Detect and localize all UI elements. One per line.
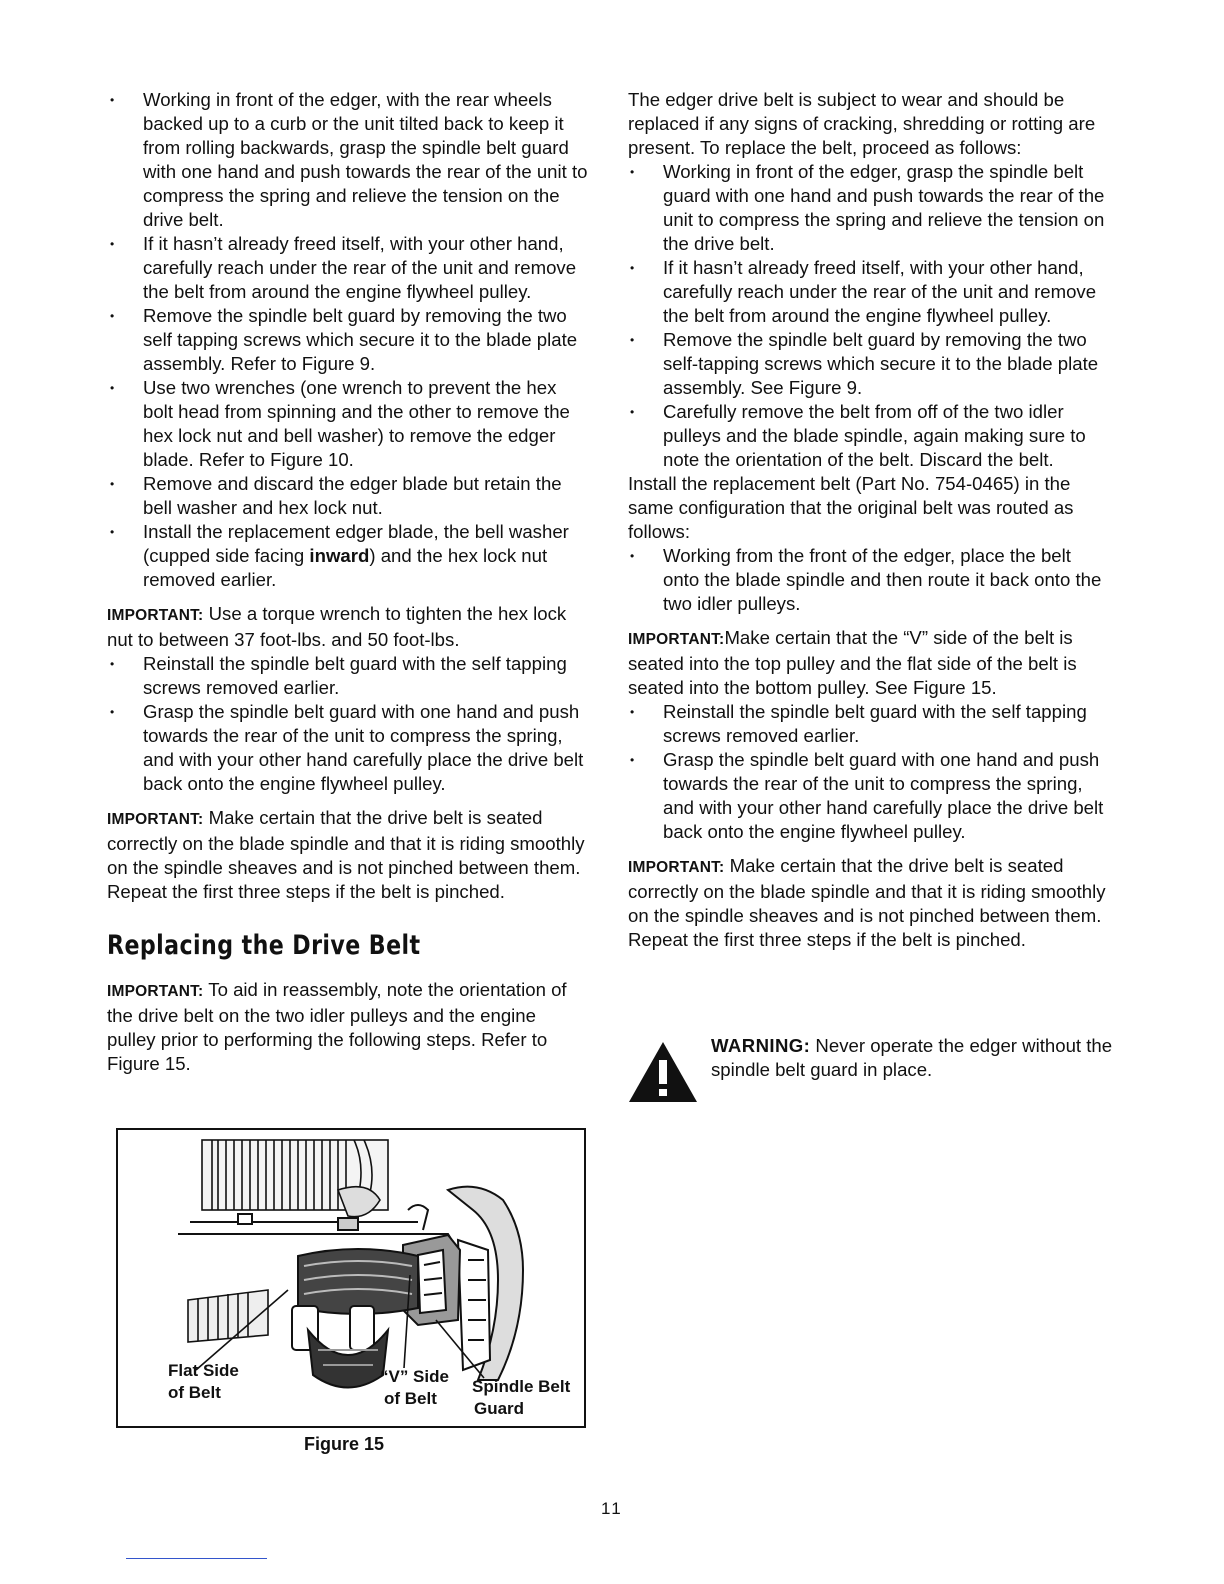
figure-caption: Figure 15 [304,1434,385,1454]
belt-install-steps-list [628,544,1112,616]
removal-steps-list [107,88,589,592]
important-note [107,602,589,652]
warning-triangle-icon [627,1040,699,1104]
important-text: To aid in reassembly, note the orientation of the drive belt on the two idler pulleys and the engine pulley prior to performing the following steps. Refer to Figure 15. [107,979,567,1074]
spindle-belt-guard-label: Spindle Belt [472,1377,571,1396]
list-item: • Working in front of the edger, with the rear wheels backed up to a curb or the unit tilted back to keep it from rolling backwards, grasp the spindle belt guard with one hand and push towards the rear of the unit to compress the spring and relieve the tension on the drive belt. [107,88,589,232]
list-item [107,520,589,592]
edger-belt-diagram [118,1130,584,1426]
warning-text [711,1034,1115,1082]
list-item: • If it hasn’t already freed itself, with your other hand, carefully reach under the rear of the unit and remove the belt from around the engine flywheel pulley. [107,232,589,304]
intro-paragraph: The edger drive belt is subject to wear and should be replaced if any signs of cracking, shredding or rotting are present. To replace the belt, proceed as follows: [628,89,1096,158]
important-text: Make certain that the drive belt is seated correctly on the blade spindle and that it is riding smoothly on the spindle sheaves and is not pinched between them. Repeat the first three steps if the belt is pinched. [628,855,1106,950]
list-item: • Remove the spindle belt guard by removing the two self tapping screws which secure it to the blade plate assembly. Refer to Figure 9. [107,304,589,376]
belt-reinstall-steps-list [628,700,1112,844]
important-text: Make certain that the drive belt is seated correctly on the blade spindle and that it is riding smoothly on the spindle sheaves and is not pinched between them. Repeat the first three steps if the belt is pinched. [107,807,585,902]
important-note [107,978,589,1076]
install-paragraph: Install the replacement belt (Part No. 754-0465) in the same configuration that the original belt was routed as follows: [628,473,1074,542]
page-number: 11 [601,1499,623,1518]
list-item: • Working in front of the edger, grasp the spindle belt guard with one hand and push towards the rear of the unit to compress the spring and relieve the tension on the drive belt. [628,160,1112,256]
list-item: • Remove and discard the edger blade but retain the bell washer and hex lock nut. [107,472,589,520]
important-label: IMPORTANT: [628,859,725,876]
footer-rule [126,1558,267,1559]
list-item: • If it hasn’t already freed itself, with your other hand, carefully reach under the rear of the unit and remove the belt from around the engine flywheel pulley. [628,256,1112,328]
important-note [628,854,1112,952]
list-item: • Reinstall the spindle belt guard with the self tapping screws removed earlier. [107,652,589,700]
install-text-after: ) and the hex lock nut removed earlier. [143,545,548,590]
hose-drawing [188,1290,268,1342]
list-item: • Grasp the spindle belt guard with one hand and push towards the rear of the unit to compress the spring, and with your other hand carefully place the drive belt back onto the engine flywheel pulley. [107,700,589,796]
important-note [628,626,1112,700]
warning-notice [627,1034,1117,1104]
install-text-before: Install the replacement edger blade, the bell washer (cupped side facing [143,521,569,566]
list-item: • Carefully remove the belt from off of the two idler pulleys and the blade spindle, again making sure to note the orientation of the belt. Discard the belt. [628,400,1112,472]
important-text: Use a torque wrench to tighten the hex lock nut to between 37 foot-lbs. and 50 foot-lbs. [107,603,567,650]
list-item: • Working from the front of the edger, place the belt onto the blade spindle and then route it back onto the two idler pulleys. [628,544,1112,616]
figure-15-illustration [116,1128,586,1428]
important-label: IMPORTANT: [107,983,204,1000]
spindle-belt-guard-label-2: Guard [474,1399,525,1418]
belt-removal-steps-list [628,160,1112,472]
important-label: IMPORTANT: [628,631,725,648]
list-item: • Reinstall the spindle belt guard with the self tapping screws removed earlier. [628,700,1112,748]
v-side-label-2: of Belt [384,1389,437,1408]
important-label: IMPORTANT: [107,811,204,828]
flat-side-label: Flat Side [168,1361,239,1380]
install-text-bold: inward [309,545,370,566]
list-item: • Remove the spindle belt guard by removing the two self-tapping screws which secure it to the blade plate assembly. See Figure 9. [628,328,1112,400]
section-heading: Replacing the Drive Belt [107,930,421,961]
list-item: • Use two wrenches (one wrench to prevent the hex bolt head from spinning and the other to remove the hex lock nut and bell washer) to remove the edger blade. Refer to Figure 10. [107,376,589,472]
left-column [107,88,589,1076]
wheel-drawing [308,1330,388,1388]
warning-message: Never operate the edger without the spindle belt guard in place. [711,1035,1113,1080]
important-label: IMPORTANT: [107,607,204,624]
list-item: • Grasp the spindle belt guard with one hand and push towards the rear of the unit to compress the spring, and with your other hand carefully place the drive belt back onto the engine flywheel pulley. [628,748,1112,844]
engine-fins-drawing [202,1140,388,1217]
right-column [628,88,1112,952]
important-note [107,806,589,904]
reinstall-steps-list [107,652,589,796]
flat-side-label-2: of Belt [168,1383,221,1402]
warning-label: WARNING: [711,1035,811,1056]
important-text: Make certain that the “V” side of the belt is seated into the top pulley and the flat side of the belt is seated into the bottom pulley. See Figure 15. [628,627,1077,698]
v-side-label: “V” Side [380,1367,449,1386]
